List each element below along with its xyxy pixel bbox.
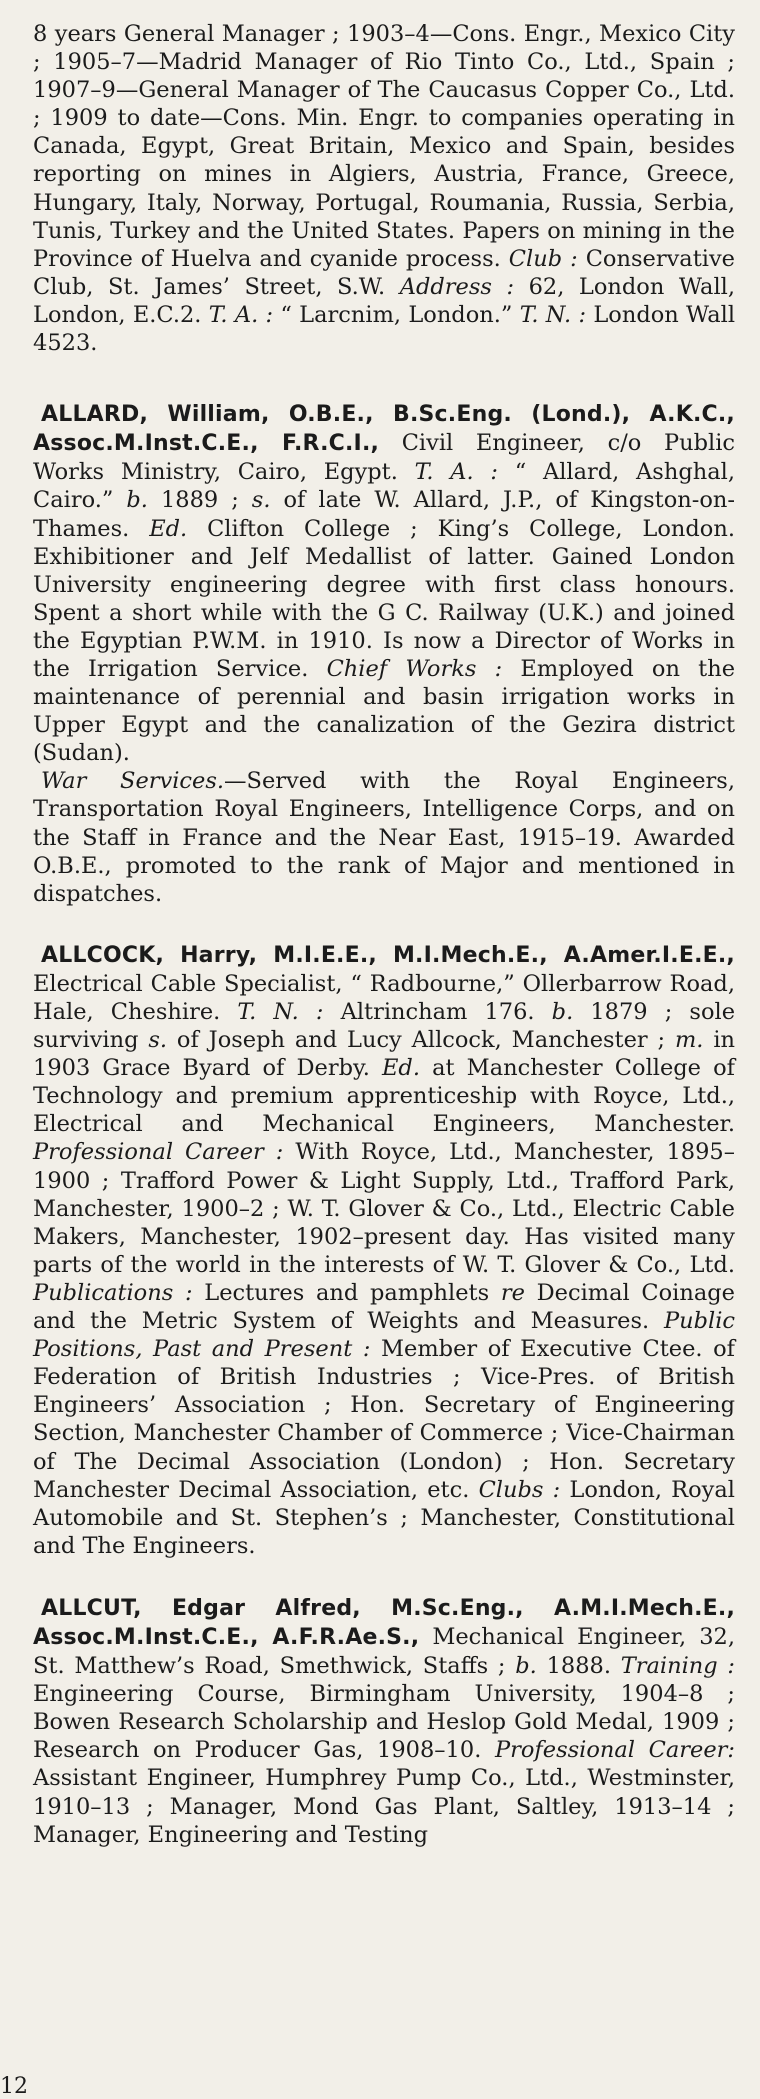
entry-label: War Services. <box>41 768 225 795</box>
entry-allard <box>33 400 735 908</box>
entry-headword: ALLARD, William, O.B.E., B.Sc.Eng. (Lond.), A.K.C., Assoc.M.Inst.C.E., F.R.C.I., <box>33 402 735 457</box>
entry-headword: ALLCOCK, Harry, M.I.E.E., M.I.Mech.E., A.Amer.I.E.E., <box>41 942 735 968</box>
entry-text: 1888. <box>536 1653 621 1680</box>
entry-text: in 1903 Grace Byard of Derby. <box>33 1027 736 1082</box>
entry-label: b. <box>515 1653 537 1680</box>
entry-text: “ Allard, Ashghal, Cairo.” <box>33 459 735 514</box>
entry-text: Electrical Cable Specialist, “ Radbourne,” Ollerbarrow Road, Hale, Cheshire. <box>33 970 735 1025</box>
entry-text: London Wall 4523. <box>33 301 736 357</box>
entry-paragraph <box>33 1594 735 1849</box>
entry-allcut <box>33 1594 735 1849</box>
entry-text: Conservative Club, St. James’ Street, S.W. <box>33 245 735 300</box>
entry-text: With Royce, Ltd., Manchester, 1895–1900 ; Trafford Power & Light Supply, Ltd., Trafford Park, Manchester, 1900–2 ; W. T. Glover & Co., Ltd., Electric Cable Makers, Manchester, 1902–present day. Has visited many parts of the world in the interests of W. T. Glover & Co., Ltd. <box>33 1139 735 1278</box>
entry-label: Professional Career : <box>33 1139 284 1166</box>
entry-text: Lectures and pamphlets <box>192 1279 501 1306</box>
entry-label: Ed. <box>149 515 188 542</box>
entry-label: Professional Career: <box>494 1737 735 1764</box>
entry-allcock <box>33 941 735 1560</box>
entry-text: Employed on the maintenance of perennial and basin irrigation works in Upper Egypt and the canalization of the Gezira district (Sudan). <box>33 655 736 767</box>
entry-text: Civil Engineer, c/o Public Works Ministry, Cairo, Egypt. <box>33 430 736 486</box>
entry-label: s. <box>148 1027 168 1054</box>
entry-text: 1889 ; <box>147 487 252 514</box>
entry-label: T. N. : <box>237 999 324 1025</box>
entry-label: T. A. : <box>208 301 274 328</box>
entry-label: Clubs : <box>478 1476 561 1503</box>
entry-label: b. <box>126 487 148 514</box>
entry-paragraph <box>33 767 735 907</box>
entry-paragraph <box>33 20 735 357</box>
entry-text: Assistant Engineer, Humphrey Pump Co., Ltd., Westminster, 1910–13 ; Manager, Mond Gas Plant, Saltley, 1913–14 ; Manager, Engineering and Testing <box>33 1765 735 1848</box>
entry-label: Publications : <box>33 1279 193 1306</box>
entry-label: Address : <box>399 273 515 300</box>
entry-text: “ Larcnim, London.” <box>273 301 520 328</box>
entry-text: Member of Executive Ctee. of Federation of British Industries ; Vice-Pres. of British Engineers’ Association ; Hon. Secretary of Engineering Section, Manchester Chamber of Commerce ; Vice-Chairman of The Decimal Association (London) ; Hon. Secretary Manchester Decimal Association, etc. <box>33 1336 735 1503</box>
entry-text: Engineering Course, Birmingham University, 1904–8 ; Bowen Research Scholarship and Heslop Gold Medal, 1909 ; Research on Producer Gas, 1908–10. <box>33 1681 735 1764</box>
entry-text: 8 years General Manager ; 1903–4—Cons. Engr., Mexico City ; 1905–7—Madrid Manager of Rio Tinto Co., Ltd., Spain ; 1907–9—General Manager of The Caucasus Copper Co., Ltd. ; 1909 to date—Cons. Min. Engr. to companies operating in Canada, Egypt, Great Britain, Mexico and Spain, besides reporting on mines in Algiers, Austria, France, Greece, Hungary, Italy, Norway, Portugal, Roumania, Russia, Serbia, Tunis, Turkey and the United States. Papers on mining in the Province of Huelva and cyanide process. <box>33 21 735 272</box>
entry-text: —Served with the Royal Engineers, Transportation Royal Engineers, Intelligence Corps, and on the Staff in France and the Near East, 1915–19. Awarded O.B.E., promoted to the rank of Major and mentioned in dispatches. <box>33 768 735 907</box>
entry-continuation <box>33 20 735 357</box>
page-column <box>33 20 735 2092</box>
entry-label: re <box>500 1279 525 1306</box>
entry-headword: ALLCUT, Edgar Alfred, M.Sc.Eng., A.M.I.Mech.E., Assoc.M.Inst.C.E., A.F.R.Ae.S., <box>33 1595 735 1650</box>
entry-label: Public Positions, Past and Present : <box>33 1308 735 1363</box>
entry-text: London, Royal Automobile and St. Stephen’s ; Manchester, Constitutional and The Engineers. <box>33 1476 735 1559</box>
entry-text: Clifton College ; King’s College, London. Exhibitioner and Jelf Medallist of latter. Gained London University engineering degree with first class honours. Spent a short while with the G C. Railway (U.K.) and joined the Egyptian P.W.M. in 1910. Is now a Director of Works in the Irrigation Service. <box>33 515 735 682</box>
entry-text: at Manchester College of Technology and premium apprenticeship with Royce, Ltd., Electrical and Mechanical Engineers, Manchester. <box>33 1055 735 1138</box>
entry-text: Mechanical Engineer, 32, St. Matthew’s Road, Smethwick, Staffs ; <box>33 1623 735 1680</box>
entry-label: Club : <box>508 245 578 272</box>
page-number: 12 <box>0 2074 28 2099</box>
entry-label: s. <box>251 487 271 514</box>
entry-text: of Joseph and Lucy Allcock, Manchester ; <box>167 1027 675 1054</box>
entry-text: 1879 ; sole surviving <box>33 999 736 1054</box>
entry-paragraph <box>33 400 735 767</box>
entry-label: b. <box>551 999 574 1025</box>
entry-label: Ed. <box>382 1055 420 1082</box>
entry-paragraph <box>33 941 735 1560</box>
entry-label: Chief Works : <box>326 655 503 682</box>
entry-text: Altrincham 176. <box>323 999 552 1025</box>
entry-text: Decimal Coinage and the Metric System of Weights and Measures. <box>33 1279 735 1335</box>
entry-label: Training : <box>620 1653 736 1680</box>
entry-text: of late W. Allard, J.P., of Kingston-on-Thames. <box>33 487 735 542</box>
entry-label: m. <box>674 1027 704 1054</box>
entry-text: 62, London Wall, London, E.C.2. <box>33 273 735 328</box>
entry-label: T. N. : <box>519 301 587 328</box>
entry-label: T. A. : <box>414 459 498 486</box>
